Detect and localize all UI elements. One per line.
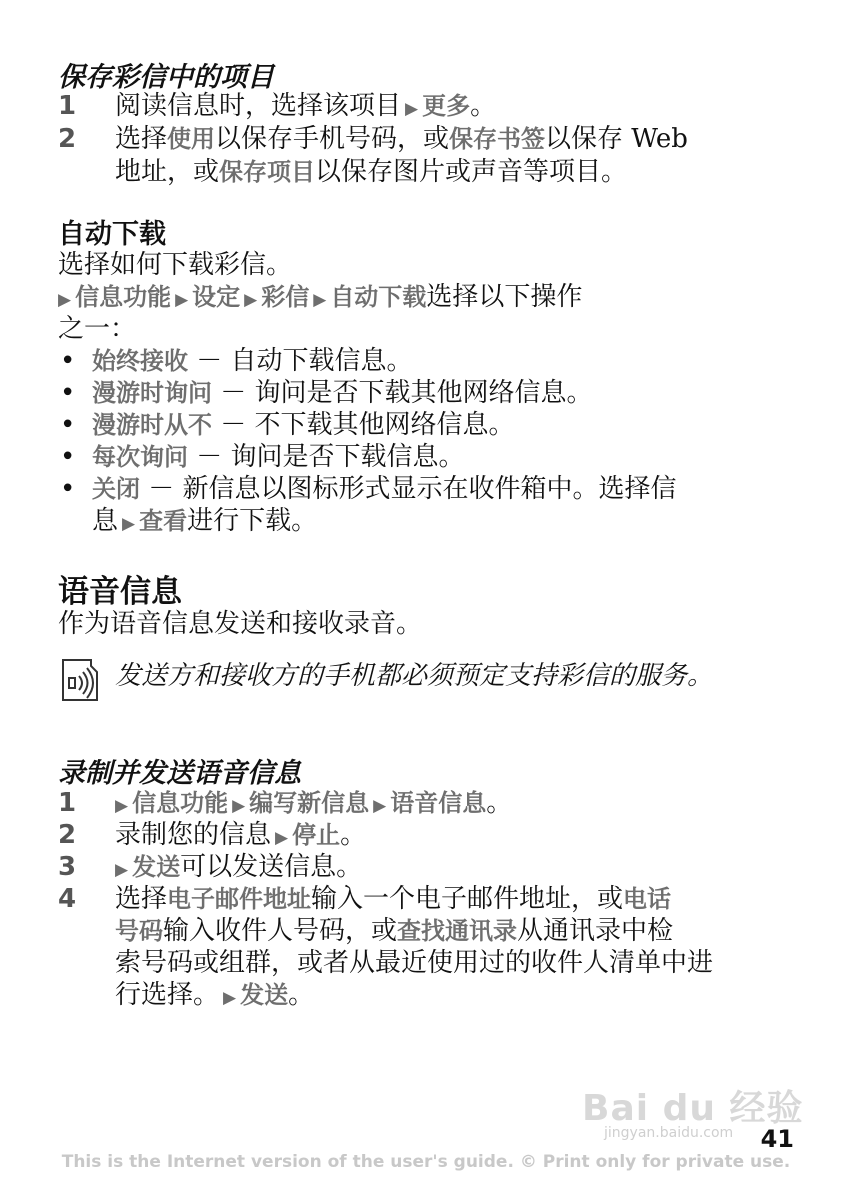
menu-path xyxy=(58,281,582,316)
text: 选择 xyxy=(115,124,168,154)
step-text xyxy=(115,90,496,125)
bullet: • xyxy=(60,410,76,440)
text: 。 xyxy=(486,788,513,818)
step-text-continued: 索号码或组群，或者从最近使用过的收件人清单中进 xyxy=(115,948,714,978)
text: 从通讯录中检 xyxy=(517,916,674,946)
menu-keyword: 停止 xyxy=(292,821,341,849)
text: 阅读信息时，选择该项目 xyxy=(115,91,402,121)
text: 以保存 Web xyxy=(545,124,688,154)
list-item xyxy=(92,473,677,505)
intro-text: 作为语音信息发送和接收录音。 xyxy=(58,609,423,639)
text: － 询问是否下载信息。 xyxy=(188,442,465,472)
text: 以保存图片或声音等项目。 xyxy=(315,157,628,187)
step-text xyxy=(115,123,688,155)
section-heading-save-items: 保存彩信中的项目 xyxy=(58,62,274,93)
option-keyword: 始终接收 xyxy=(92,347,188,375)
text: 选择 xyxy=(115,884,168,914)
list-item-continued xyxy=(92,505,317,540)
arrow-right-icon: ▶ xyxy=(115,860,129,880)
text: 地址，或 xyxy=(115,157,220,187)
menu-keyword: 使用 xyxy=(167,125,216,153)
list-item xyxy=(92,377,593,409)
menu-keyword: 查找通讯录 xyxy=(397,917,518,945)
text: 进行下载。 xyxy=(187,506,318,536)
menu-keyword: 自动下载 xyxy=(330,283,427,311)
menu-keyword: 信息功能 xyxy=(132,789,229,817)
network-service-icon xyxy=(61,658,99,702)
menu-keyword: 保存项目 xyxy=(219,158,316,186)
menu-keyword: 设定 xyxy=(192,283,241,311)
bullet: • xyxy=(60,474,76,504)
text: － 自动下载信息。 xyxy=(188,346,413,376)
section-heading-voice-message: 语音信息 xyxy=(58,574,182,610)
step-text-continued xyxy=(115,979,314,1014)
step-number: 2 xyxy=(58,124,77,154)
option-keyword: 漫游时询问 xyxy=(92,379,212,407)
arrow-right-icon: ▶ xyxy=(232,796,246,816)
text: 行选择。 xyxy=(115,980,220,1010)
bullet: • xyxy=(60,346,76,376)
arrow-right-icon: ▶ xyxy=(313,290,327,310)
arrow-right-icon: ▶ xyxy=(115,796,129,816)
arrow-right-icon: ▶ xyxy=(373,796,387,816)
text: 。 xyxy=(470,91,497,121)
text: 输入收件人号码，或 xyxy=(163,916,398,946)
list-item xyxy=(92,345,413,377)
arrow-right-icon: ▶ xyxy=(175,290,189,310)
step-text xyxy=(115,819,366,854)
option-keyword: 漫游时从不 xyxy=(92,411,212,439)
text: 录制您的信息 xyxy=(115,820,272,850)
watermark-url: jingyan.baidu.com xyxy=(604,1125,734,1141)
step-text-continued xyxy=(115,915,673,947)
arrow-right-icon: ▶ xyxy=(405,99,419,119)
page-number: 41 xyxy=(760,1125,794,1153)
list-item xyxy=(92,441,465,473)
watermark-logo: Bai du 经验 xyxy=(582,1088,804,1129)
step-number: 2 xyxy=(58,820,77,850)
menu-keyword: 编写新信息 xyxy=(249,789,370,817)
option-keyword: 每次询问 xyxy=(92,443,188,471)
step-number: 3 xyxy=(58,852,77,882)
menu-keyword: 发送 xyxy=(240,981,289,1009)
step-text xyxy=(115,787,512,822)
menu-path-continued: 之一： xyxy=(58,314,137,344)
text: 输入一个电子邮件地址，或 xyxy=(311,884,624,914)
arrow-right-icon: ▶ xyxy=(223,988,237,1008)
text: 可以发送信息。 xyxy=(180,852,363,882)
text: － 询问是否下载其他网络信息。 xyxy=(212,378,593,408)
option-keyword: 关闭 xyxy=(92,475,140,503)
bullet: • xyxy=(60,442,76,472)
text: 。 xyxy=(340,820,367,850)
menu-keyword: 保存书签 xyxy=(449,125,546,153)
step-number: 1 xyxy=(58,91,77,121)
menu-keyword: 发送 xyxy=(132,853,181,881)
step-number: 1 xyxy=(58,788,77,818)
arrow-right-icon: ▶ xyxy=(122,514,136,534)
footer-notice: This is the Internet version of the user's guide. © Print only for private use. xyxy=(61,1152,791,1172)
menu-keyword: 信息功能 xyxy=(75,283,172,311)
menu-keyword: 语音信息 xyxy=(390,789,487,817)
menu-keyword: 号码 xyxy=(115,917,163,945)
menu-keyword: 查看 xyxy=(139,507,188,535)
menu-keyword: 电话 xyxy=(623,885,672,913)
text: － 新信息以图标形式显示在收件箱中。选择信 xyxy=(140,474,677,504)
bullet: • xyxy=(60,378,76,408)
arrow-right-icon: ▶ xyxy=(244,290,258,310)
step-text xyxy=(115,883,671,915)
text: 以保存手机号码，或 xyxy=(215,124,450,154)
step-text xyxy=(115,851,362,886)
section-heading-record-send: 录制并发送语音信息 xyxy=(58,758,301,789)
text: － 不下载其他网络信息。 xyxy=(212,410,515,440)
text: 选择以下操作 xyxy=(426,282,583,312)
menu-keyword: 电子邮件地址 xyxy=(167,885,312,913)
arrow-right-icon: ▶ xyxy=(58,290,72,310)
section-heading-auto-download: 自动下载 xyxy=(58,219,166,250)
note-text: 发送方和接收方的手机都必须预定支持彩信的服务。 xyxy=(115,661,714,691)
text: 息 xyxy=(92,506,119,536)
menu-keyword: 彩信 xyxy=(261,283,310,311)
list-item xyxy=(92,409,515,441)
arrow-right-icon: ▶ xyxy=(275,828,289,848)
text: 。 xyxy=(288,980,315,1010)
intro-text: 选择如何下载彩信。 xyxy=(58,250,293,280)
step-text-continued xyxy=(115,156,627,188)
menu-keyword: 更多 xyxy=(422,92,471,120)
step-number: 4 xyxy=(58,884,77,914)
